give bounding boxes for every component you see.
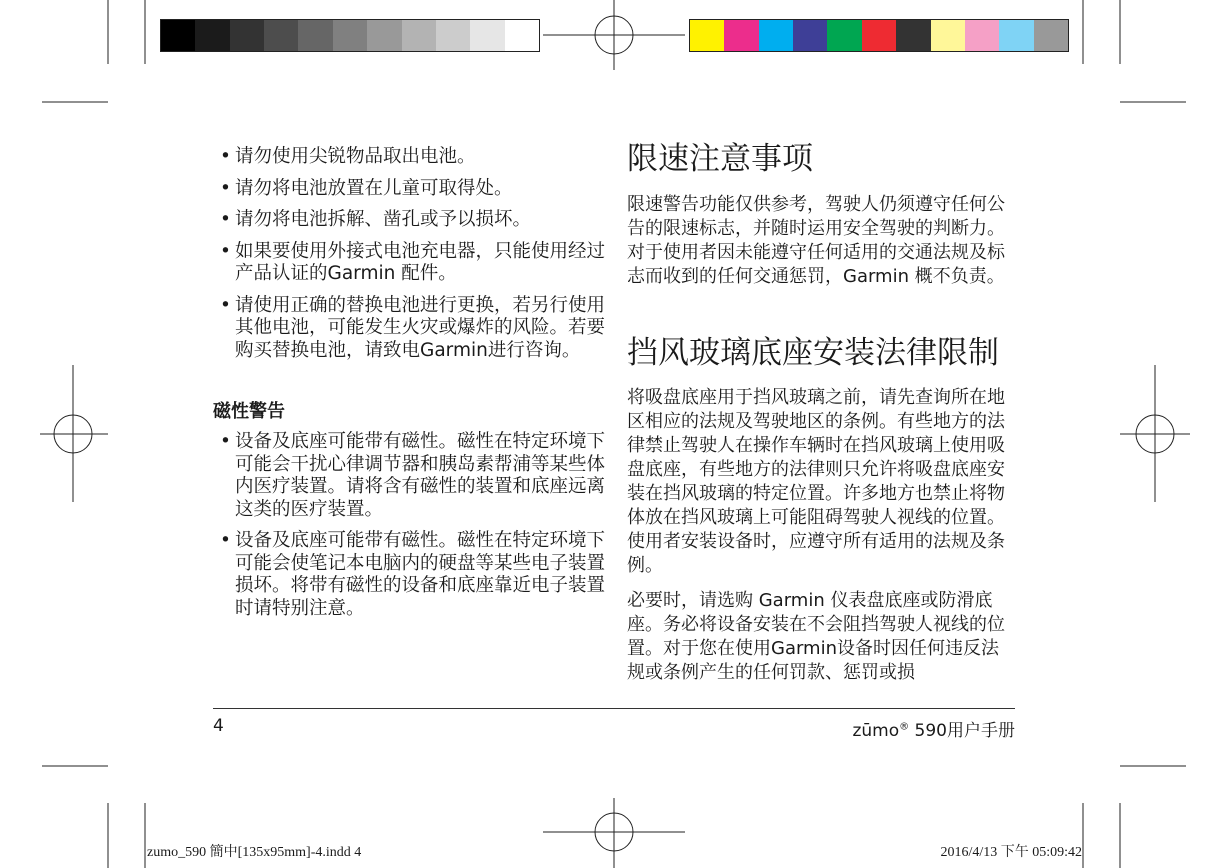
slug-file-info: zumo_590 簡中[135x95mm]-4.indd 4 [147, 845, 362, 860]
windshield-mount-paragraph-2: 必要时，请选购 Garmin 仪表盘底座或防滑底座。务必将设备安装在不会阻挡驾驶人视线的位置。对于您在使用Garmin设备时因任何违反法规或条例产生的任何罚款、惩罚或损 [627, 590, 1005, 683]
list-item: • 请勿将电池放置在儿童可取得处。 [213, 178, 608, 201]
footer-rule [213, 708, 1015, 709]
manual-name-prefix: zūmo [852, 721, 900, 741]
list-item: • 请使用正确的替换电池进行更换，若另行使用其他电池，可能发生火灾或爆炸的风险。若要购买替换电池，请致电Garmin进行咨询。 [213, 295, 608, 363]
magnetic-warning-heading: 磁性警告 [213, 401, 285, 422]
list-item: • 请勿将电池拆解、凿孔或予以损坏。 [213, 209, 608, 232]
speed-limit-paragraph: 限速警告功能仅供参考，驾驶人仍须遵守任何公告的限速标志，并随时运用安全驾驶的判断力。对于使用者因未能遵守任何适用的交通法规及标志而收到的任何交通惩罚，Garmin 概不负责。 [627, 194, 1005, 287]
running-footer [852, 716, 1015, 741]
page-number: 4 [213, 716, 224, 736]
registered-mark: ® [899, 721, 910, 733]
list-item: • 设备及底座可能带有磁性。磁性在特定环境下可能会干扰心律调节器和胰岛素帮浦等某些体内医疗装置。请将含有磁性的装置和底座远离这类的医疗装置。 [213, 431, 608, 521]
slug-timestamp: 2016/4/13 下午 05:09:42 [940, 845, 1082, 860]
windshield-mount-paragraph: 将吸盘底座用于挡风玻璃之前，请先查询所在地区相应的法规及驾驶地区的条例。有些地方的法律禁止驾驶人在操作车辆时在挡风玻璃上使用吸盘底座，有些地方的法律则只允许将吸盘底座安装在挡风玻璃的特定位置。许多地方也禁止将物体放在挡风玻璃上可能阻碍驾驶人视线的位置。使用者安装设备时，应遵守所有适用的法规及条例。 [627, 387, 1005, 576]
magnetic-warnings-list [213, 431, 608, 629]
list-item: • 请勿使用尖锐物品取出电池。 [213, 146, 608, 169]
manual-name-suffix: 590用户手册 [909, 721, 1015, 741]
windshield-mount-heading: 挡风玻璃底座安装法律限制 [627, 335, 999, 371]
speed-limit-heading: 限速注意事项 [627, 141, 813, 177]
list-item: • 设备及底座可能带有磁性。磁性在特定环境下可能会使笔记本电脑内的硬盘等某些电子装置损坏。将带有磁性的设备和底座靠近电子装置时请特别注意。 [213, 530, 608, 620]
battery-warnings-list [213, 146, 608, 371]
list-item: • 如果要使用外接式电池充电器，只能使用经过产品认证的Garmin 配件。 [213, 241, 608, 286]
